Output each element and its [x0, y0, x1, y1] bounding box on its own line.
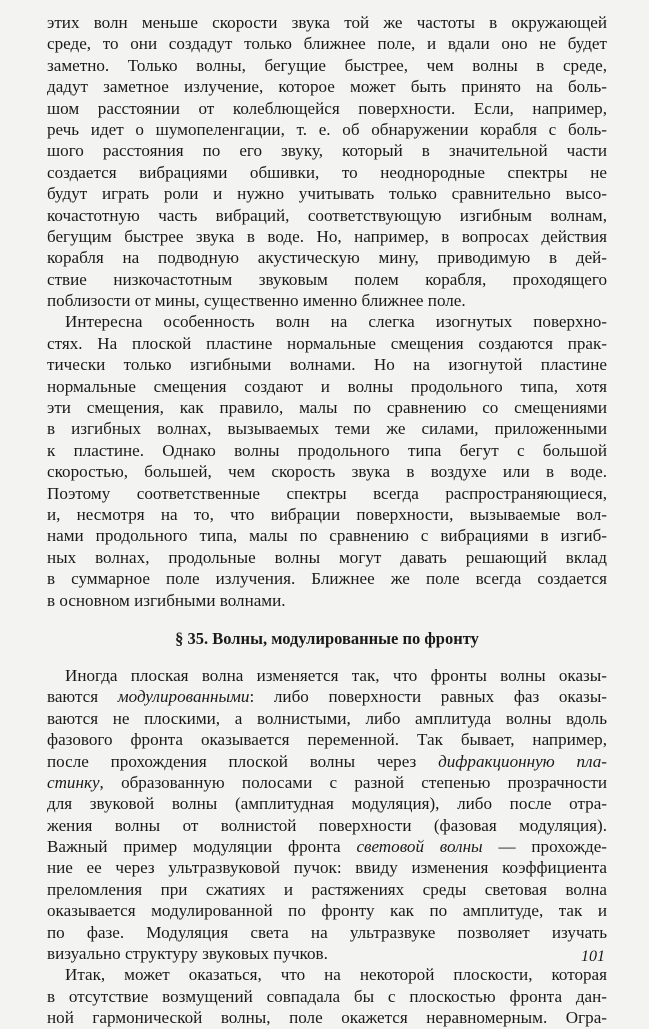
text-line: и, несмотря на то, что вибрации поверхности, вызываемые вол- [47, 504, 607, 524]
text-line: ние ее через ультразвуковой пучок: ввиду изменения коэффициента [47, 858, 607, 878]
text-line: ной гармонической волны, поле окажется неравномерным. Огра- [47, 1008, 607, 1028]
paragraph-2 [47, 311, 607, 610]
text-line: шом расстоянии от колеблющейся поверхности. Если, например, [47, 98, 607, 118]
text-line: в изгибных волнах, вызываемых теми же силами, приложенными [47, 419, 607, 439]
italic-term: световой волны [356, 837, 483, 857]
text-run: : либо поверхности равных фаз оказы- [249, 687, 607, 707]
text-line: по фазе. Модуляция света на ультразвуке позволяет изучать [47, 922, 607, 942]
text-line: к пластине. Однако волны продольного типа бегут с большой [47, 440, 607, 460]
text-run: Важный пример модуляции фронта [47, 837, 357, 857]
italic-term: дифракционную пла- [438, 751, 607, 771]
text-line: заметно. Только волны, бегущие быстрее, чем волны в среде, [47, 55, 607, 75]
text-line: ных волнах, продольные волны могут давать решающий вклад [47, 547, 607, 567]
text-line: в отсутствие возмущений совпадала бы с плоскостью фронта дан- [47, 986, 607, 1006]
paragraph-3 [47, 665, 607, 964]
page-number: 101 [581, 948, 605, 965]
section-heading: § 35. Волны, модулированные по фронту [175, 628, 479, 648]
text-line [47, 751, 607, 772]
text-line: фазового фронта оказывается переменной. Так бывает, например, [47, 730, 607, 750]
text-line: среде, то они создадут только ближнее поле, и вдали оно не будет [47, 34, 607, 54]
paragraph-4 [47, 964, 607, 1028]
text-line: для звуковой волны (амплитудная модуляция), либо после отра- [47, 794, 607, 814]
text-line: в суммарное поле излучения. Ближнее же поле всегда создается [47, 569, 607, 589]
text-line: тически только изгибными волнами. Но на изогнутой пластине [47, 355, 607, 375]
text-line: жения волны от волнистой поверхности (фазовая модуляция). [47, 815, 607, 835]
text-line: Итак, может оказаться, что на некоторой плоскости, которая [65, 965, 607, 985]
text-line: нормальные смещения создают и волны продольного типа, хотя [47, 376, 607, 396]
page-body [47, 12, 607, 1029]
text-line [47, 836, 607, 857]
text-line: оказывается модулированной по фронту как по амплитуде, так и [47, 901, 607, 921]
text-line: скоростью, большей, чем скорость звука в воздухе или в воде. [47, 462, 607, 482]
text-line: нами продольного типа, малы по сравнению с вибрациями в изгиб- [47, 526, 607, 546]
text-line: Иногда плоская волна изменяется так, что фронты волны оказы- [65, 665, 607, 685]
text-line: эти смещения, как правило, малы по сравнению со смещениями [47, 398, 607, 418]
text-line: кочастотную часть вибраций, соответствующую изгибным волнам, [47, 205, 607, 225]
text-line: речь идет о шумопеленгации, т. е. об обнаружении корабля с боль- [47, 119, 607, 139]
text-line: корабля на подводную акустическую мину, приводимую в дей- [47, 248, 607, 268]
text-line: будут играть роли и нужно учитывать только сравнительно высо- [47, 184, 607, 204]
text-run: ваются [47, 687, 118, 707]
text-line: создается вибрациями обшивки, то неоднородные спектры не [47, 162, 607, 182]
text-run: , образованную полосами с разной степенью прозрачности [99, 772, 607, 792]
text-line: бегущим быстрее звука в воде. Но, например, в вопросах действия [47, 226, 607, 246]
italic-term: модулированными [117, 687, 250, 707]
text-line: в основном изгибными волнами. [47, 590, 286, 610]
text-line: дадут заметное излучение, которое может быть принято на боль- [47, 77, 607, 97]
paragraph-1 [47, 12, 607, 311]
text-line: стях. На плоской пластине нормальные смещения создаются прак- [47, 333, 607, 353]
text-line: шого расстояния по его звуку, который в значительной части [47, 141, 607, 161]
text-line: ваются не плоскими, а волнистыми, либо амплитуда волны вдоль [47, 708, 607, 728]
text-line: этих волн меньше скорости звука той же частоты в окружающей [47, 13, 607, 32]
text-line: визуально структуру звуковых пучков. [47, 944, 328, 964]
text-line: Поэтому соответственные спектры всегда распространяющиеся, [47, 483, 607, 503]
text-line [47, 686, 607, 707]
italic-term: стинку [47, 772, 100, 792]
text-line: Интересна особенность волн на слегка изогнутых поверхно- [65, 312, 607, 332]
text-line: ствие низкочастотным звуковым полем корабля, проходящего [47, 269, 607, 289]
text-line: поблизости от мины, существенно именно ближнее поле. [47, 291, 466, 311]
text-line: преломления при сжатиях и растяжениях среды световая волна [47, 879, 607, 899]
text-run: — прохожде- [482, 837, 607, 857]
text-run: после прохождения плоской волны через [47, 751, 439, 771]
text-line [47, 772, 607, 793]
